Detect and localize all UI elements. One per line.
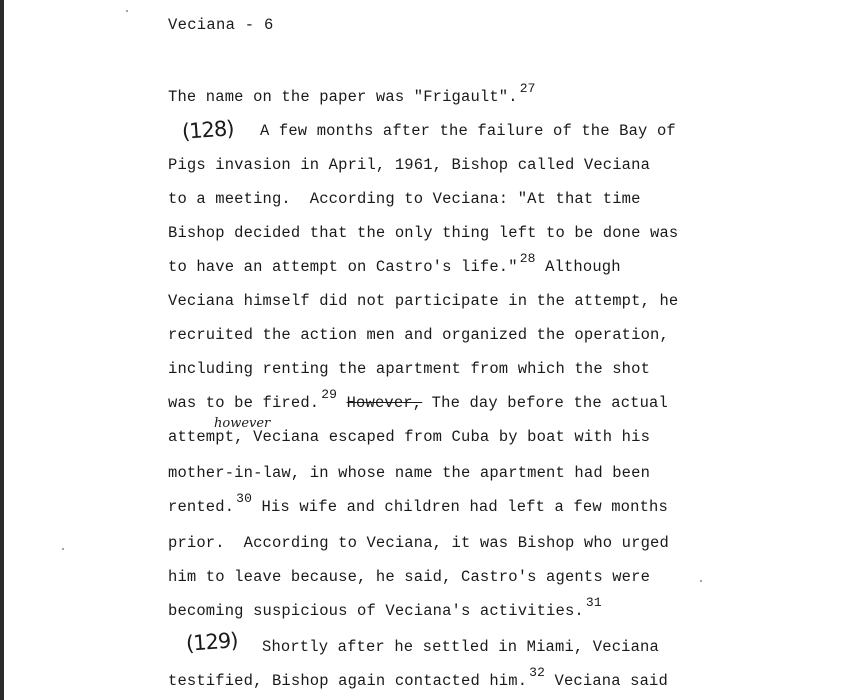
line-text: rented. [168,498,235,516]
text-line [168,464,650,482]
handwritten-insert: however [214,416,271,431]
line-text: The name on the paper was "Frigault". [168,88,518,106]
text-line [168,224,678,242]
line-text: The day before the actual [422,394,668,412]
scan-speck [62,548,64,550]
footnote-marker: 31 [585,595,602,610]
text-line [262,638,659,656]
text-line [168,595,602,620]
line-text: Veciana himself did not participate in the attempt, he [168,292,679,310]
line-text: to a meeting. According to Veciana: "At that time [168,190,641,208]
line-text: becoming suspicious of Veciana's activities. [168,602,584,620]
text-line [168,292,678,310]
text-line [260,122,676,140]
line-text: including renting the apartment from which the shot [168,360,651,378]
footnote-marker: 32 [529,665,546,680]
text-line [168,190,641,208]
paragraph-number: (128) [181,116,235,144]
paragraph-number: (129) [185,628,239,656]
line-text: Bishop decided that the only thing left to be done was [168,224,679,242]
text-line [168,534,669,552]
text-line [168,326,669,344]
line-text: testified, Bishop again contacted him. [168,672,528,690]
footnote-marker: 29 [321,387,338,402]
line-text: Shortly after he settled in Miami, Veciana [262,638,659,656]
text-line [168,665,668,690]
footnote-marker: 28 [519,251,536,266]
text-line [168,387,668,412]
line-text: to have an attempt on Castro's life." [168,258,518,276]
line-text: Pigs invasion in April, 1961, Bishop called Veciana [168,156,651,174]
text-line [168,428,650,446]
line-text: His wife and children had left a few months [252,498,668,516]
scan-speck [126,10,128,12]
line-text: prior. According to Veciana, it was Bishop who urged [168,534,669,552]
line-text: him to leave because, he said, Castro's agents were [168,568,651,586]
text-line [168,568,650,586]
text-line [168,156,650,174]
line-text: Although [535,258,621,276]
struck-text: However, [346,394,423,412]
line-text: Veciana said [545,672,668,690]
line-text: A few months after the failure of the Bay of [260,122,676,140]
text-line [168,251,621,276]
page-header: Veciana - 6 [168,16,274,34]
line-text: mother-in-law, in whose name the apartment had been [168,464,651,482]
line-text: Veciana escaped from Cuba by boat with his [243,428,651,446]
text-line [168,81,536,106]
page-edge [0,0,4,700]
line-text: recruited the action men and organized the operation, [168,326,669,344]
text-line [168,360,650,378]
footnote-marker: 27 [519,81,536,96]
scan-speck [700,580,702,582]
line-text: was to be fired. [168,394,320,412]
footnote-marker: 30 [236,491,253,506]
text-line [168,491,668,516]
line-text: attempt, [168,428,244,446]
